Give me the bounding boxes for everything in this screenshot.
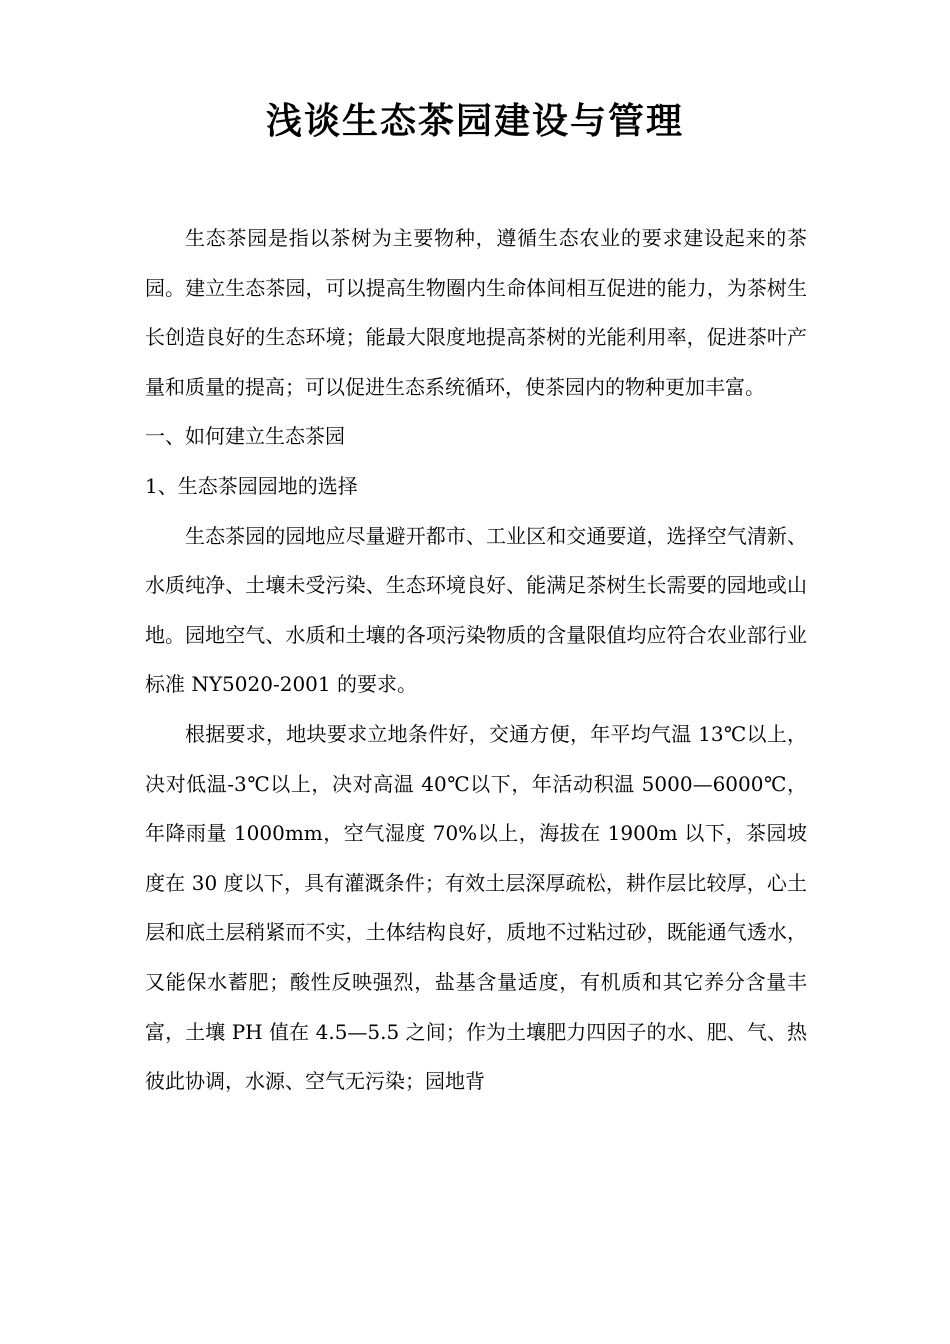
paragraph-requirements: 根据要求，地块要求立地条件好，交通方便，年平均气温 13℃以上，决对低温-3℃以上，决对高温 40℃以下，年活动积温 5000—6000℃，年降雨量 1000mm，空气湿度 70%以上，海拔在 1900m 以下，茶园坡度在 30 度以下，具有灌溉条件；有效土层深厚疏松，耕作层比较厚，心土层和底土层稍紧而不实，土体结构良好，质地不过粘过砂，既能通气透水，又能保水蓄肥；酸性反映强烈，盐基含量适度，有机质和其它养分含量丰富，土壤 PH 值在 4.5—5.5 之间；作为土壤肥力四因子的水、肥、气、热彼此协调，水源、空气无污染；园地背 <box>145 721 807 1094</box>
paragraph-site-selection: 生态茶园的园地应尽量避开都市、工业区和交通要道，选择空气清新、水质纯净、土壤未受污染、生态环境良好、能满足茶树生长需要的园地或山地。园地空气、水质和土壤的各项污染物质的含量限值均应符合农业部行业标准 NY5020-2001 的要求。 <box>145 523 807 697</box>
section-heading-1: 一、如何建立生态茶园 <box>145 424 345 449</box>
subsection-heading-1-1: 1、生态茶园园地的选择 <box>145 473 358 498</box>
document-body <box>145 214 807 1107</box>
paragraph-intro: 生态茶园是指以茶树为主要物种，遵循生态农业的要求建设起来的茶园。建立生态茶园，可以提高生物圈内生命体间相互促进的能力，为茶树生长创造良好的生态环境；能最大限度地提高茶树的光能利用率，促进茶叶产量和质量的提高；可以促进生态系统循环，使茶园内的物种更加丰富。 <box>145 226 807 399</box>
document-title: 浅谈生态茶园建设与管理 <box>265 101 684 142</box>
